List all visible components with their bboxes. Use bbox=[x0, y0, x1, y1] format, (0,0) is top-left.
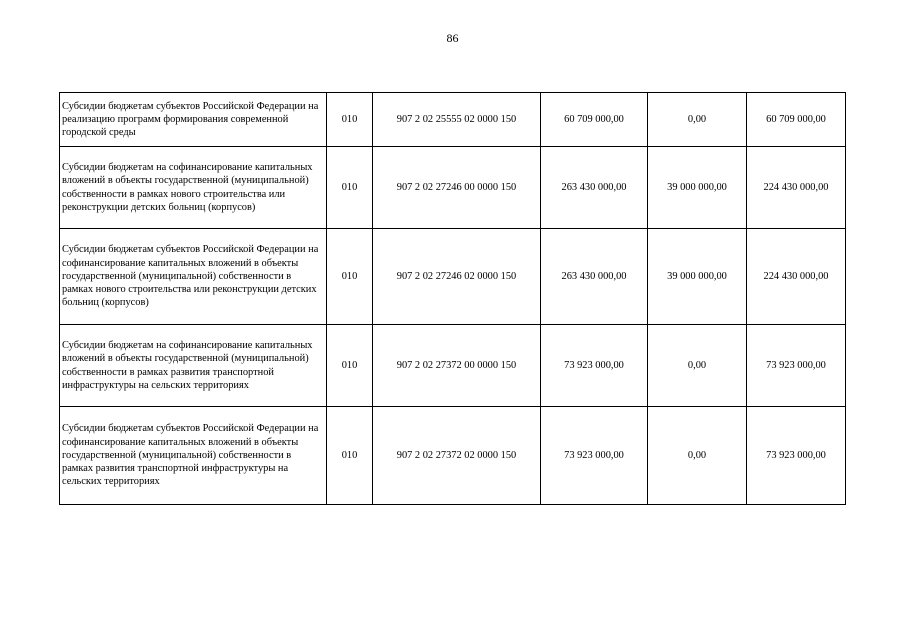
amount-second-cell: 0,00 bbox=[648, 407, 747, 505]
revenue-name-cell: Субсидии бюджетам субъектов Российской Федерации на софинансирование капитальных вложений в объекты государственной (муниципальной) собственности в рамках нового строительства или реконструкции детских больниц (корпусов) bbox=[60, 229, 327, 325]
amount-third-cell: 224 430 000,00 bbox=[747, 147, 846, 229]
table-row bbox=[60, 407, 846, 505]
table-row bbox=[60, 93, 846, 147]
amount-third-cell: 60 709 000,00 bbox=[747, 93, 846, 147]
amount-third-cell: 224 430 000,00 bbox=[747, 229, 846, 325]
amount-second-cell: 0,00 bbox=[648, 325, 747, 407]
amount-third-cell: 73 923 000,00 bbox=[747, 407, 846, 505]
page-number: 86 bbox=[446, 31, 459, 45]
budget-classification-code-cell: 907 2 02 27372 00 0000 150 bbox=[373, 325, 541, 407]
admin-code-cell: 010 bbox=[327, 229, 373, 325]
table-row bbox=[60, 229, 846, 325]
revenue-name-cell: Субсидии бюджетам на софинансирование капитальных вложений в объекты государственной (муниципальной) собственности в рамках развития транспортной инфраструктуры на сельских территориях bbox=[60, 325, 327, 407]
admin-code-cell: 010 bbox=[327, 407, 373, 505]
budget-classification-code-cell: 907 2 02 27246 00 0000 150 bbox=[373, 147, 541, 229]
amount-total-cell: 263 430 000,00 bbox=[541, 229, 648, 325]
amount-second-cell: 39 000 000,00 bbox=[648, 147, 747, 229]
amount-total-cell: 263 430 000,00 bbox=[541, 147, 648, 229]
amount-third-cell: 73 923 000,00 bbox=[747, 325, 846, 407]
revenue-name-cell: Субсидии бюджетам на софинансирование капитальных вложений в объекты государственной (муниципальной) собственности в рамках нового строительства или реконструкции детских больниц (корпусов) bbox=[60, 147, 327, 229]
revenue-name-cell: Субсидии бюджетам субъектов Российской Федерации на софинансирование капитальных вложений в объекты государственной (муниципальной) собственности в рамках развития транспортной инфраструктуры на сельских территориях bbox=[60, 407, 327, 505]
revenue-name-cell: Субсидии бюджетам субъектов Российской Федерации на реализацию программ формирования современной городской среды bbox=[60, 93, 327, 147]
budget-revenue-table bbox=[59, 92, 846, 505]
budget-classification-code-cell: 907 2 02 27246 02 0000 150 bbox=[373, 229, 541, 325]
admin-code-cell: 010 bbox=[327, 147, 373, 229]
admin-code-cell: 010 bbox=[327, 325, 373, 407]
amount-second-cell: 39 000 000,00 bbox=[648, 229, 747, 325]
amount-second-cell: 0,00 bbox=[648, 93, 747, 147]
admin-code-cell: 010 bbox=[327, 93, 373, 147]
amount-total-cell: 73 923 000,00 bbox=[541, 407, 648, 505]
budget-classification-code-cell: 907 2 02 25555 02 0000 150 bbox=[373, 93, 541, 147]
amount-total-cell: 73 923 000,00 bbox=[541, 325, 648, 407]
table-row bbox=[60, 147, 846, 229]
amount-total-cell: 60 709 000,00 bbox=[541, 93, 648, 147]
table-row bbox=[60, 325, 846, 407]
budget-classification-code-cell: 907 2 02 27372 02 0000 150 bbox=[373, 407, 541, 505]
